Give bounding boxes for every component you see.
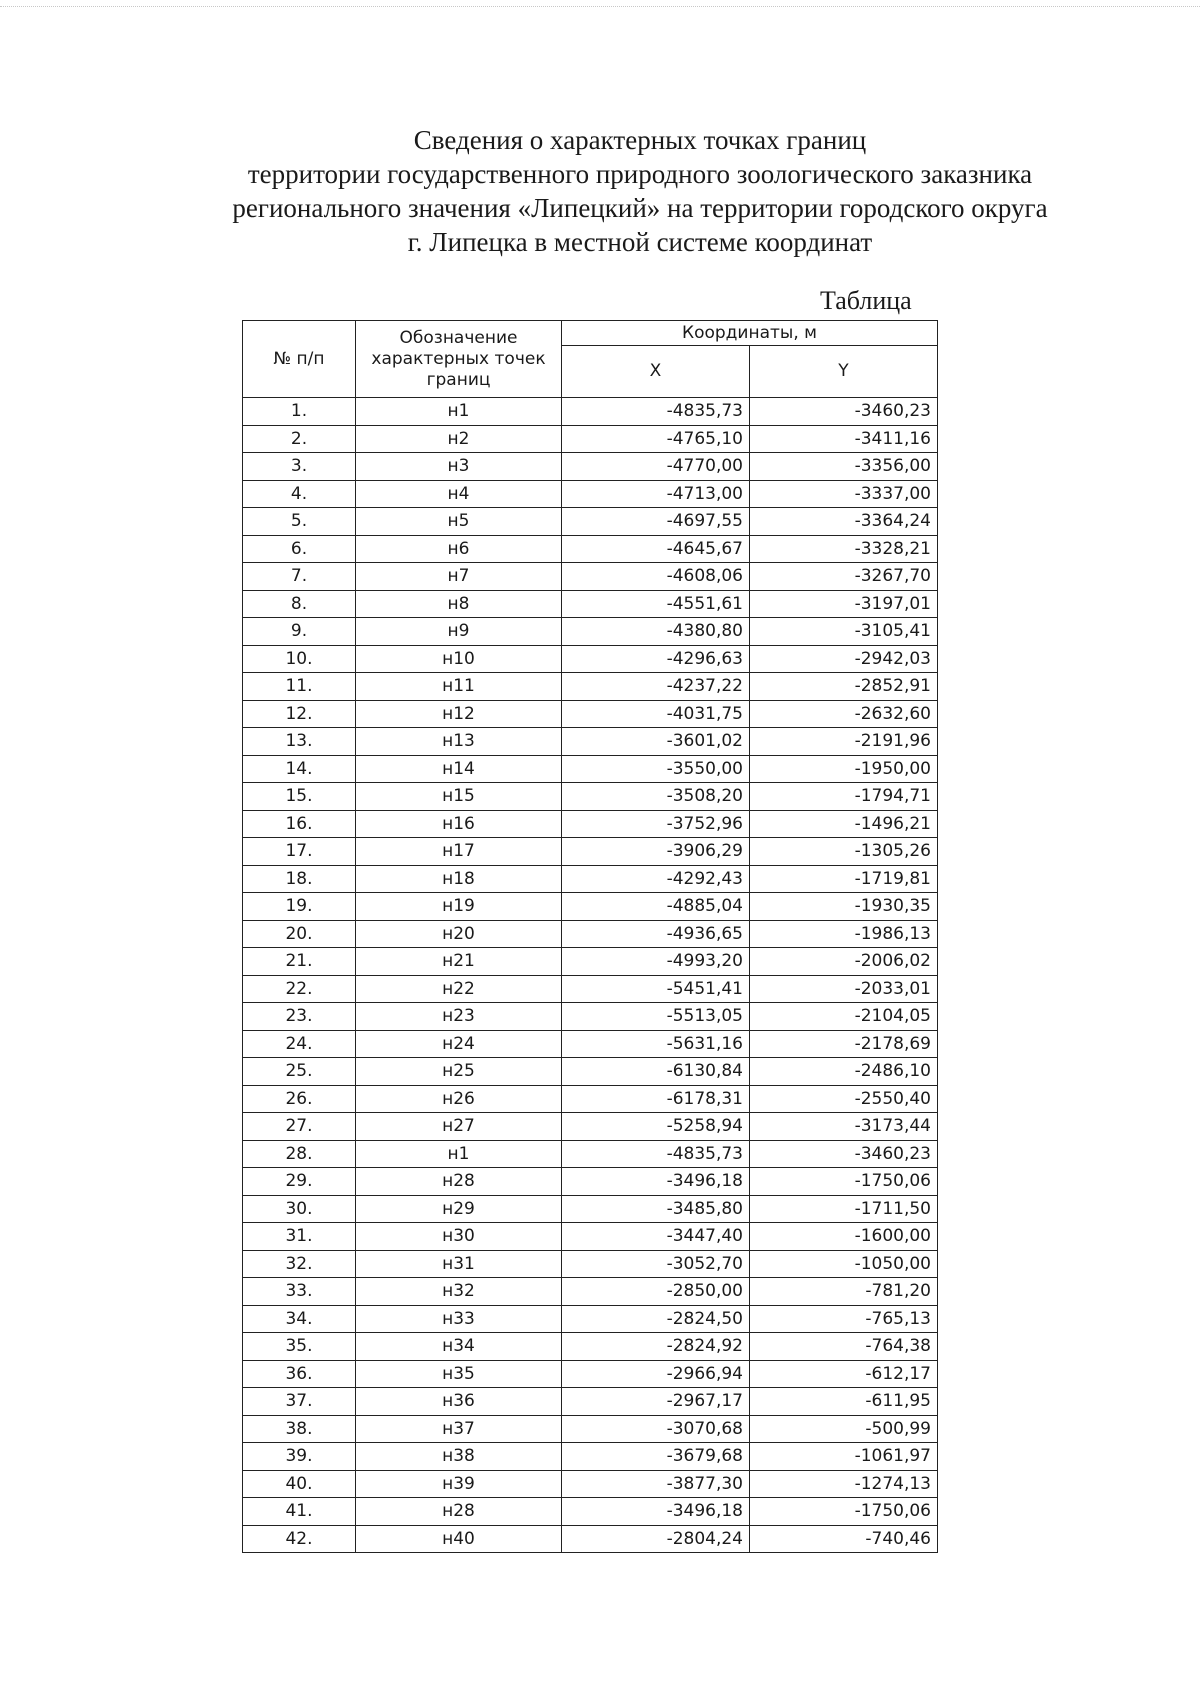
point-name: н38 <box>356 1443 562 1471</box>
coord-y: -1750,06 <box>750 1498 938 1526</box>
coord-x: -3485,80 <box>562 1195 750 1223</box>
table-row <box>243 645 938 673</box>
coord-y: -781,20 <box>750 1278 938 1306</box>
point-name: н37 <box>356 1415 562 1443</box>
coord-x: -4765,10 <box>562 425 750 453</box>
coord-x: -4993,20 <box>562 948 750 976</box>
table-row <box>243 920 938 948</box>
point-name: н26 <box>356 1085 562 1113</box>
table-row <box>243 618 938 646</box>
coord-x: -4835,73 <box>562 1140 750 1168</box>
coord-x: -3052,70 <box>562 1250 750 1278</box>
table-row <box>243 1030 938 1058</box>
point-name: н15 <box>356 783 562 811</box>
title-line-2: территории государственного природного зоологического заказника <box>247 159 1033 189</box>
table-row <box>243 1470 938 1498</box>
table-body <box>243 398 938 1553</box>
header-num: № п/п <box>243 321 356 398</box>
coord-y: -1719,81 <box>750 865 938 893</box>
table-row <box>243 1003 938 1031</box>
header-coords: Координаты, м <box>562 321 938 346</box>
row-number: 35. <box>243 1333 356 1361</box>
table-row <box>243 508 938 536</box>
coord-y: -3328,21 <box>750 535 938 563</box>
point-name: н28 <box>356 1498 562 1526</box>
point-name: н30 <box>356 1223 562 1251</box>
coord-y: -1986,13 <box>750 920 938 948</box>
point-name: н4 <box>356 480 562 508</box>
point-name: н12 <box>356 700 562 728</box>
row-number: 31. <box>243 1223 356 1251</box>
table-row <box>243 673 938 701</box>
point-name: н3 <box>356 453 562 481</box>
table-row <box>243 810 938 838</box>
coord-y: -2178,69 <box>750 1030 938 1058</box>
table-row <box>243 480 938 508</box>
row-number: 6. <box>243 535 356 563</box>
coord-y: -2104,05 <box>750 1003 938 1031</box>
coord-x: -4645,67 <box>562 535 750 563</box>
table-row <box>243 1498 938 1526</box>
coord-y: -1496,21 <box>750 810 938 838</box>
table-row <box>243 975 938 1003</box>
coord-y: -2033,01 <box>750 975 938 1003</box>
coord-y: -2852,91 <box>750 673 938 701</box>
table-row <box>243 865 938 893</box>
row-number: 23. <box>243 1003 356 1031</box>
coord-x: -4713,00 <box>562 480 750 508</box>
coord-y: -3364,24 <box>750 508 938 536</box>
point-name: н18 <box>356 865 562 893</box>
table-row <box>243 1360 938 1388</box>
row-number: 38. <box>243 1415 356 1443</box>
point-name: н23 <box>356 1003 562 1031</box>
table-row <box>243 948 938 976</box>
row-number: 34. <box>243 1305 356 1333</box>
row-number: 14. <box>243 755 356 783</box>
coord-x: -6178,31 <box>562 1085 750 1113</box>
coord-y: -1930,35 <box>750 893 938 921</box>
row-number: 15. <box>243 783 356 811</box>
point-name: н20 <box>356 920 562 948</box>
row-number: 18. <box>243 865 356 893</box>
point-name: н35 <box>356 1360 562 1388</box>
coord-y: -1274,13 <box>750 1470 938 1498</box>
coord-y: -3105,41 <box>750 618 938 646</box>
point-name: н32 <box>356 1278 562 1306</box>
table-row <box>243 1058 938 1086</box>
table-row <box>243 535 938 563</box>
table-caption: Таблица <box>820 286 912 315</box>
point-name: н17 <box>356 838 562 866</box>
coord-y: -3356,00 <box>750 453 938 481</box>
point-name: н1 <box>356 1140 562 1168</box>
point-name: н33 <box>356 1305 562 1333</box>
coord-y: -765,13 <box>750 1305 938 1333</box>
coord-x: -4697,55 <box>562 508 750 536</box>
table-row <box>243 453 938 481</box>
table-row <box>243 1250 938 1278</box>
row-number: 2. <box>243 425 356 453</box>
row-number: 11. <box>243 673 356 701</box>
table-row <box>243 590 938 618</box>
table-row <box>243 1140 938 1168</box>
row-number: 40. <box>243 1470 356 1498</box>
table-row <box>243 1415 938 1443</box>
coord-y: -2006,02 <box>750 948 938 976</box>
coord-y: -3411,16 <box>750 425 938 453</box>
coord-y: -2632,60 <box>750 700 938 728</box>
point-name: н39 <box>356 1470 562 1498</box>
coord-x: -4936,65 <box>562 920 750 948</box>
point-name: н34 <box>356 1333 562 1361</box>
coord-y: -2191,96 <box>750 728 938 756</box>
table-row <box>243 1333 938 1361</box>
coord-x: -3752,96 <box>562 810 750 838</box>
coord-y: -1050,00 <box>750 1250 938 1278</box>
coord-y: -1305,26 <box>750 838 938 866</box>
point-name: н19 <box>356 893 562 921</box>
coord-y: -2550,40 <box>750 1085 938 1113</box>
table-row <box>243 1223 938 1251</box>
table-row <box>243 1388 938 1416</box>
point-name: н22 <box>356 975 562 1003</box>
coord-x: -3679,68 <box>562 1443 750 1471</box>
row-number: 4. <box>243 480 356 508</box>
coord-x: -5513,05 <box>562 1003 750 1031</box>
coord-y: -1750,06 <box>750 1168 938 1196</box>
coord-x: -3877,30 <box>562 1470 750 1498</box>
table-row <box>243 1195 938 1223</box>
row-number: 29. <box>243 1168 356 1196</box>
coord-y: -1600,00 <box>750 1223 938 1251</box>
coord-x: -5451,41 <box>562 975 750 1003</box>
row-number: 19. <box>243 893 356 921</box>
coord-x: -2824,50 <box>562 1305 750 1333</box>
coord-x: -2824,92 <box>562 1333 750 1361</box>
row-number: 42. <box>243 1525 356 1553</box>
point-name: н31 <box>356 1250 562 1278</box>
coord-y: -3460,23 <box>750 398 938 426</box>
point-name: н27 <box>356 1113 562 1141</box>
row-number: 26. <box>243 1085 356 1113</box>
header-y: Y <box>750 346 938 398</box>
row-number: 39. <box>243 1443 356 1471</box>
title-line-1: Сведения о характерных точках границ <box>413 125 867 155</box>
row-number: 24. <box>243 1030 356 1058</box>
coord-x: -3447,40 <box>562 1223 750 1251</box>
row-number: 27. <box>243 1113 356 1141</box>
row-number: 10. <box>243 645 356 673</box>
point-name: н5 <box>356 508 562 536</box>
coord-x: -4031,75 <box>562 700 750 728</box>
scan-edge-line <box>0 6 1200 7</box>
coord-x: -6130,84 <box>562 1058 750 1086</box>
coord-x: -5258,94 <box>562 1113 750 1141</box>
table-row <box>243 700 938 728</box>
table-row <box>243 1085 938 1113</box>
point-name: н10 <box>356 645 562 673</box>
point-name: н11 <box>356 673 562 701</box>
coord-x: -4835,73 <box>562 398 750 426</box>
coord-x: -4551,61 <box>562 590 750 618</box>
table-row <box>243 838 938 866</box>
document-title <box>180 123 1100 259</box>
row-number: 22. <box>243 975 356 1003</box>
coord-y: -612,17 <box>750 1360 938 1388</box>
coord-y: -3197,01 <box>750 590 938 618</box>
table-row <box>243 398 938 426</box>
row-number: 37. <box>243 1388 356 1416</box>
point-name: н29 <box>356 1195 562 1223</box>
row-number: 5. <box>243 508 356 536</box>
row-number: 30. <box>243 1195 356 1223</box>
coord-x: -2804,24 <box>562 1525 750 1553</box>
row-number: 12. <box>243 700 356 728</box>
header-point: Обозначение характерных точек границ <box>356 321 562 398</box>
coord-y: -1061,97 <box>750 1443 938 1471</box>
table-row <box>243 893 938 921</box>
table-row <box>243 1525 938 1553</box>
row-number: 25. <box>243 1058 356 1086</box>
coord-y: -1794,71 <box>750 783 938 811</box>
coord-y: -2486,10 <box>750 1058 938 1086</box>
coord-y: -3267,70 <box>750 563 938 591</box>
point-name: н9 <box>356 618 562 646</box>
point-name: н6 <box>356 535 562 563</box>
coord-x: -4237,22 <box>562 673 750 701</box>
table-header <box>243 321 938 398</box>
table-row <box>243 563 938 591</box>
point-name: н25 <box>356 1058 562 1086</box>
row-number: 13. <box>243 728 356 756</box>
coordinates-table <box>242 320 938 1553</box>
point-name: н7 <box>356 563 562 591</box>
row-number: 33. <box>243 1278 356 1306</box>
point-name: н21 <box>356 948 562 976</box>
coord-x: -3496,18 <box>562 1498 750 1526</box>
coord-y: -1711,50 <box>750 1195 938 1223</box>
coord-x: -5631,16 <box>562 1030 750 1058</box>
row-number: 9. <box>243 618 356 646</box>
point-name: н28 <box>356 1168 562 1196</box>
table-row <box>243 1113 938 1141</box>
coord-x: -4608,06 <box>562 563 750 591</box>
row-number: 1. <box>243 398 356 426</box>
header-x: X <box>562 346 750 398</box>
row-number: 3. <box>243 453 356 481</box>
coord-y: -611,95 <box>750 1388 938 1416</box>
coord-x: -2850,00 <box>562 1278 750 1306</box>
coord-y: -3337,00 <box>750 480 938 508</box>
point-name: н1 <box>356 398 562 426</box>
coord-x: -3906,29 <box>562 838 750 866</box>
coord-y: -1950,00 <box>750 755 938 783</box>
row-number: 28. <box>243 1140 356 1168</box>
point-name: н13 <box>356 728 562 756</box>
coord-x: -3550,00 <box>562 755 750 783</box>
row-number: 8. <box>243 590 356 618</box>
point-name: н14 <box>356 755 562 783</box>
coord-x: -3496,18 <box>562 1168 750 1196</box>
coord-y: -2942,03 <box>750 645 938 673</box>
table-row <box>243 1305 938 1333</box>
coord-x: -4770,00 <box>562 453 750 481</box>
row-number: 17. <box>243 838 356 866</box>
row-number: 16. <box>243 810 356 838</box>
point-name: н8 <box>356 590 562 618</box>
coord-x: -3508,20 <box>562 783 750 811</box>
point-name: н16 <box>356 810 562 838</box>
point-name: н2 <box>356 425 562 453</box>
title-line-4: г. Липецка в местной системе координат <box>407 227 873 257</box>
coord-x: -4380,80 <box>562 618 750 646</box>
coord-y: -764,38 <box>750 1333 938 1361</box>
point-name: н40 <box>356 1525 562 1553</box>
point-name: н36 <box>356 1388 562 1416</box>
title-line-3: регионального значения «Липецкий» на территории городского округа <box>232 193 1048 223</box>
coord-x: -3601,02 <box>562 728 750 756</box>
coord-x: -4296,63 <box>562 645 750 673</box>
row-number: 20. <box>243 920 356 948</box>
coord-y: -3460,23 <box>750 1140 938 1168</box>
coord-y: -3173,44 <box>750 1113 938 1141</box>
table-row <box>243 783 938 811</box>
coord-x: -4885,04 <box>562 893 750 921</box>
row-number: 21. <box>243 948 356 976</box>
coord-x: -3070,68 <box>562 1415 750 1443</box>
row-number: 36. <box>243 1360 356 1388</box>
table-row <box>243 728 938 756</box>
table-row <box>243 755 938 783</box>
table-row <box>243 1168 938 1196</box>
table-row <box>243 1443 938 1471</box>
table-row <box>243 425 938 453</box>
row-number: 32. <box>243 1250 356 1278</box>
coord-y: -740,46 <box>750 1525 938 1553</box>
table-row <box>243 1278 938 1306</box>
coord-x: -4292,43 <box>562 865 750 893</box>
coord-x: -2967,17 <box>562 1388 750 1416</box>
coord-y: -500,99 <box>750 1415 938 1443</box>
coord-x: -2966,94 <box>562 1360 750 1388</box>
row-number: 41. <box>243 1498 356 1526</box>
row-number: 7. <box>243 563 356 591</box>
point-name: н24 <box>356 1030 562 1058</box>
